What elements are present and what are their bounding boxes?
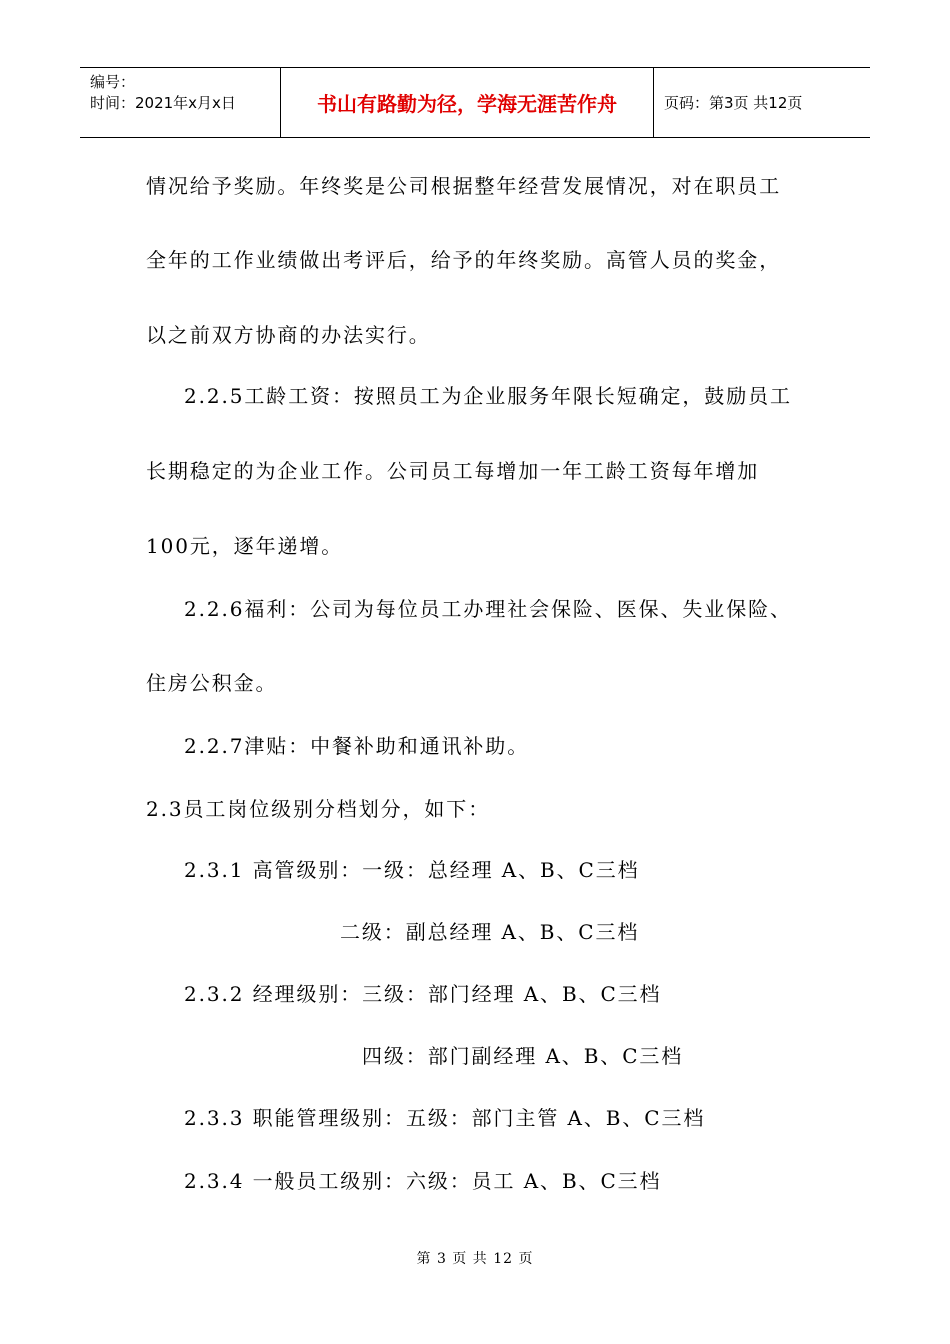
body-line-11: 2.3.1 高管级别：一级：总经理 A、B、C三档 [184,858,640,882]
time-label: 时间：2021年x月x日 [90,94,236,112]
body-line-14: 四级：部门副经理 A、B、C三档 [362,1044,684,1068]
body-line-3: 以之前双方协商的办法实行。 [146,323,431,347]
body-line-13: 2.3.2 经理级别：三级：部门经理 A、B、C三档 [184,982,662,1006]
body-line-1: 情况给予奖励。年终奖是公司根据整年经营发展情况，对在职员工 [146,174,782,198]
body-line-7: 2.2.6福利：公司为每位员工办理社会保险、医保、失业保险、 [184,597,792,621]
body-line-16: 2.3.4 一般员工级别：六级：员工 A、B、C三档 [184,1169,662,1193]
body-line-4: 2.2.5工龄工资：按照员工为企业服务年限长短确定，鼓励员工 [184,384,792,408]
body-line-12: 二级：副总经理 A、B、C三档 [340,920,640,944]
body-line-15: 2.3.3 职能管理级别：五级：部门主管 A、B、C三档 [184,1106,706,1130]
body-line-9: 2.2.7津贴：中餐补助和通讯补助。 [184,734,530,758]
body-line-8: 住房公积金。 [146,671,278,695]
page-footer: 第 3 页 共 12 页 [416,1251,534,1267]
header-meta-cell [80,68,281,137]
body-line-10: 2.3员工岗位级别分档划分，如下： [146,797,491,821]
header-table [80,67,870,138]
motto: 书山有路勤为径，学海无涯苦作舟 [281,68,654,137]
number-label: 编号： [90,73,136,91]
body-line-5: 长期稳定的为企业工作。公司员工每增加一年工龄工资每年增加 [146,459,760,483]
body-line-6: 100元，逐年递增。 [146,534,344,558]
body-line-2: 全年的工作业绩做出考评后，给予的年终奖励。高管人员的奖金， [146,248,782,272]
page-info: 页码：第3页 共12页 [664,94,803,112]
